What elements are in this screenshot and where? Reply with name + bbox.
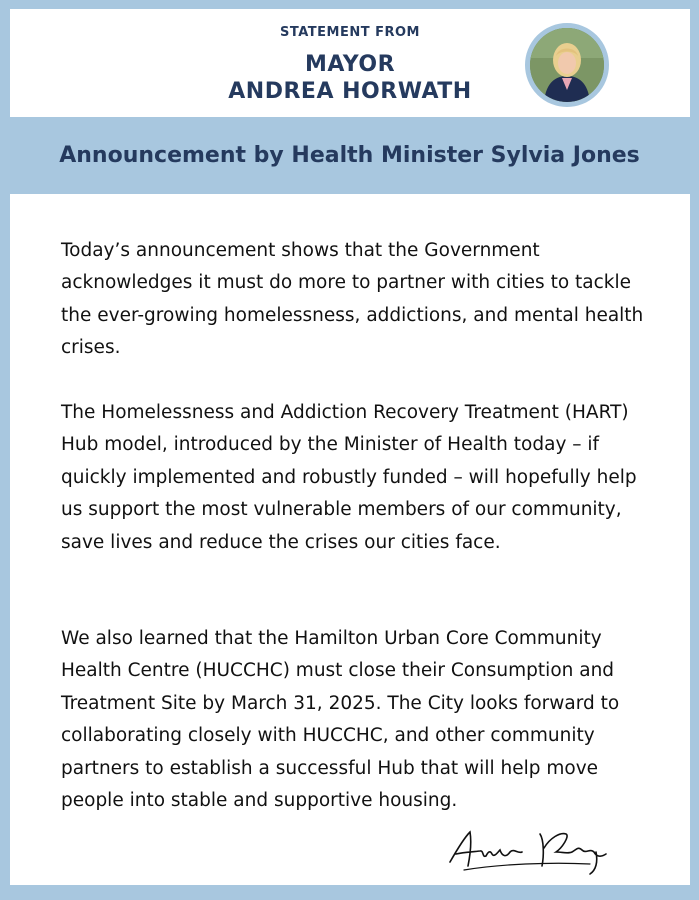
announcement-banner [0, 117, 699, 194]
mayor-avatar [525, 23, 609, 107]
statement-kicker: STATEMENT FROM [280, 25, 420, 40]
signature-image [440, 818, 615, 880]
mayor-title-line: MAYOR [304, 52, 396, 77]
mayor-name-line: ANDREA HORWATH [228, 79, 472, 104]
statement-header [10, 9, 690, 117]
statement-paragraph: We also learned that the Hamilton Urban Core Community Health Centre (HUCCHC) must close their Consumption and Treatment Site by March 31, 2025. The City looks forward to collaborating closely with HUCCHC, and other community partners to establish a successful Hub that will help move people into stable and supportive housing. [61, 628, 620, 812]
mayor-portrait-image [530, 28, 604, 102]
statement-paragraph: Today’s announcement shows that the Government acknowledges it must do more to partner with cities to tackle the ever-growing homelessness, addictions, and mental health crises. [61, 240, 644, 359]
announcement-title: Announcement by Health Minister Sylvia Jones [59, 143, 640, 168]
statement-body [10, 194, 690, 885]
statement-paragraph: The Homelessness and Addiction Recovery Treatment (HART) Hub model, introduced by the Minister of Health today – if quickly implemented and robustly funded – will hopefully help us support the most vulnerable members of our community, save lives and reduce the crises our cities face. [61, 402, 637, 553]
